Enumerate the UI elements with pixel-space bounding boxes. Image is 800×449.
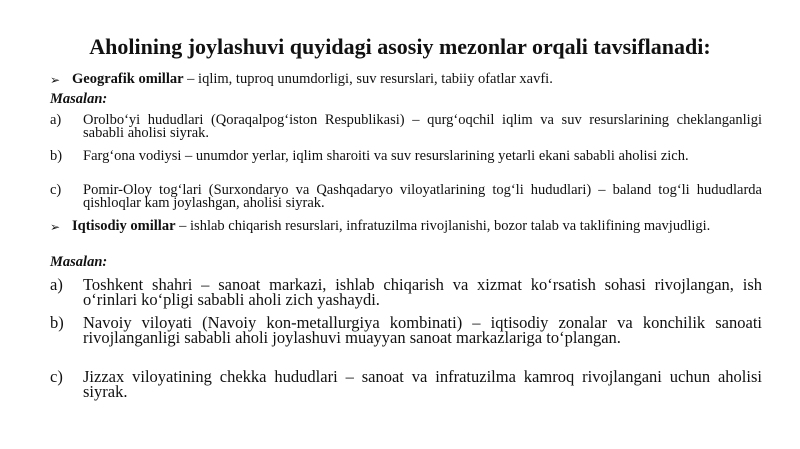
list-item-text: Jizzax viloyatining chekka hududlari – sanoat va infratuzilma kamroq rivojlangani uchun aholisi siyrak. (83, 367, 762, 401)
list-item (50, 150, 762, 163)
list-item-label: a) (50, 275, 63, 294)
geographic-factors-description: – iqlim, tuproq unumdorligi, suv resurslari, tabiiy ofatlar xavfi. (183, 71, 553, 87)
economic-factors-section (50, 219, 762, 235)
list-item (50, 277, 762, 307)
list-item-text: Orolbo‘yi hududlari (Qoraqalpog‘iston Respublikasi) – qurg‘oqchil iqlim va suv resurslarining cheklanganligi sababli aholisi siyrak. (83, 112, 762, 141)
economic-factors-description: – ishlab chiqarish resurslari, infratuzilma rivojlanishi, bozor talab va taklifining mavjudligi. (175, 218, 711, 234)
list-item-label: b) (50, 313, 64, 332)
economic-factors-bullet (50, 219, 762, 235)
economic-factors-heading: Iqtisodiy omillar (72, 218, 176, 234)
arrowhead-bullet-icon: ➢ (50, 220, 61, 234)
list-item-label: b) (50, 148, 63, 164)
example-label: Masalan: (50, 91, 108, 107)
list-item-label: a) (50, 112, 62, 128)
example-label: Masalan: (50, 254, 108, 270)
geographic-factors-bullet (50, 72, 762, 88)
list-item (50, 114, 762, 140)
list-item-text: Navoiy viloyati (Navoiy kon-metallurgiya kombinati) – iqtisodiy zonalar va konchilik sanoati rivojlanganligi sababli aholi joylashuvi muayyan sanoat markazlariga to‘plangan. (83, 313, 762, 347)
list-item (50, 315, 762, 345)
arrowhead-bullet-icon: ➢ (50, 73, 61, 87)
list-item (50, 184, 762, 210)
list-item-text: Pomir-Oloy tog‘lari (Surxondaryo va Qashqadaryo viloyatlarining tog‘li hududlari) – baland tog‘li hududlarda qishloqlar kam joylashgan, aholisi siyrak. (83, 182, 762, 211)
geographic-factors-heading: Geografik omillar (72, 71, 184, 87)
list-item-text: Toshkent shahri – sanoat markazi, ishlab chiqarish va xizmat ko‘rsatish sohasi rivojlangan, ish o‘rinlari ko‘pligi sababli aholi zich yashaydi. (83, 275, 762, 309)
list-item-label: c) (50, 367, 63, 386)
list-item-text: Farg‘ona vodiysi – unumdor yerlar, iqlim sharoiti va suv resurslarining yetarli ekani sababli aholisi zich. (83, 148, 689, 164)
list-item (50, 369, 762, 399)
page-title: Aholining joylashuvi quyidagi asosiy mezonlar orqali tavsiflanadi: (89, 34, 711, 59)
list-item-label: c) (50, 182, 62, 198)
geographic-factors-section (50, 72, 762, 88)
